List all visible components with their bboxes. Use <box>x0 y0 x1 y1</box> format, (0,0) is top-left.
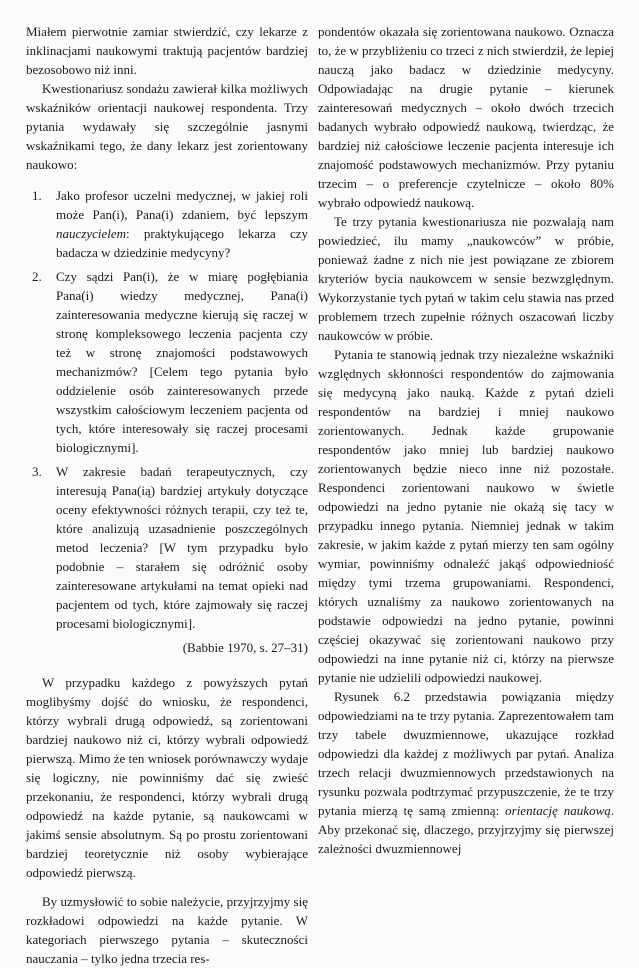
question-text: W zakresie badań terapeutycznych, czy interesują Pana(ią) bardziej artykuły dotyczące oceny efektywności różnych terapii, czy też te, które analizują uzasadnienie poszczególnych metod leczenia? [W tym przypadku było podobnie – starałem się odróżnić osoby zainteresowane artykułami na temat opieki nad pacjentem od tych, które zajmowały się raczej procesami biologicznymi]. <box>56 464 308 631</box>
question-item <box>26 186 308 262</box>
body-paragraph: Pytania te stanowią jednak trzy niezależne wskaźniki względnych skłonności respondentów do zajmowania się medycyną jako nauką. Każde z pytań dzieli respondentów na bardziej i mniej naukowo zorientowanych. Jednak każde grupowanie respondentów jako mniej lub bardziej naukowo zorientowanych będzie nieco inne niż pozostałe. Respondenci zorientowani naukowo w świetle odpowiedzi na jedno pytanie nie okażą się tacy w przypadku innego pytania. Niemniej jednak w takim zakresie, w jakim każde z pytań mierzy ten sam ogólny wymiar, powinniśmy odnaleźć jakąś odpowiedniość między tymi trzema grupowaniami. Respondenci, których uznaliśmy za naukowo zorientowanych na podstawie odpowiedzi na jedno pytanie, powinni częściej okazywać się zorientowani naukowo przy odpowiedzi na inne pytanie niż ci, którzy na pierwsze pytanie nie udzielili odpowiedzi naukowej. <box>318 347 614 685</box>
body-paragraph: W przypadku każdego z powyższych pytań moglibyśmy dojść do wniosku, że respondenci, którzy wybrali drugą odpowiedź, są zorientowani bardziej naukowo niż ci, którzy wybrali odpowiedź pierwszą. Mimo że ten wniosek porównawczy wydaje się logiczny, nie powinniśmy dać się zwieść przekonaniu, że respondenci, którzy wybrali drugą odpowiedź na każde pytanie, są naukowcami w jakimś sensie absolutnym. Są po prostu zorientowani bardziej teoretycznie niż osoby wybierające odpowiedź pierwszą. <box>26 675 308 880</box>
question-text-end: : praktykującego lekarza czy badacza w dziedzinie medycyny? <box>56 226 308 260</box>
question-number: 2. <box>32 269 42 284</box>
questionnaire-paragraph: Kwestionariusz sondażu zawierał kilka możliwych wskaźników orientacji naukowej respondenta. Trzy pytania wydawały się szczególnie jasnymi wskaźnikami tego, że dany lekarz jest zorientowany naukowo: <box>26 81 308 172</box>
left-column <box>26 22 308 968</box>
question-item <box>26 462 308 633</box>
question-list <box>26 186 308 633</box>
right-column <box>318 22 614 858</box>
question-text: Czy sądzi Pan(i), że w miarę pogłębiania Pana(i) wiedzy medycznej, Pana(i) zainteresowania medyczne kierują się raczej w stronę kompleksowego leczenia pacjenta czy też w stronę znajomości podstawowych mechanizmów? [Celem tego pytania było oddzielenie osób zainteresowanych przede wszystkim całościowym leczeniem pacjenta od tych, które interesowały się raczej procesami biologicznymi]. <box>56 269 308 455</box>
question-number: 1. <box>32 188 42 203</box>
question-item <box>26 267 308 457</box>
question-emphasis: nauczycielem <box>56 226 127 241</box>
body-paragraph: Te trzy pytania kwestionariusza nie pozwalają nam powiedzieć, ilu mamy „naukowców” w próbie, ponieważ żadne z nich nie jest powiązane ze zbiorem kryteriów bycia naukowcem w sensie bezwzględnym. Wykorzystanie tych pytań w takim celu stawia nas przed problemem trzech zupełnie różnych oszacowań liczby naukowców w próbie. <box>318 214 614 343</box>
question-text: Jako profesor uczelni medycznej, w jakiej roli może Pan(i), Pana(i) zdaniem, być lepszym <box>56 188 308 222</box>
body-paragraph: By uzmysłowić to sobie należycie, przyjrzyjmy się rozkładowi odpowiedzi na każde pytanie. W kategoriach pierwszego pytania – skuteczności nauczania – tylko jedna trzecia res- <box>26 894 308 966</box>
figure-ref-text-end: . Aby przekonać się, dlaczego, przyjrzyjmy się pierwszej zależności dwuzmiennowej <box>318 803 614 856</box>
question-number: 3. <box>32 464 42 479</box>
figure-ref-text: Rysunek 6.2 przedstawia powiązania między odpowiedziami na te trzy pytania. Zaprezentowałem tam trzy tabele dwuzmiennowe, ukazujące rozkład odpowiedzi dla każdej z możliwych par pytań. Analiza trzech relacji dwuzmiennowych przedstawionych na rysunku pozwala podtrzymać przypuszczenie, że te trzy pytania mierzą tę samą zmienną: <box>318 689 614 818</box>
body-paragraph <box>318 687 614 858</box>
intro-paragraph: Miałem pierwotnie zamiar stwierdzić, czy lekarze z inklinacjami naukowymi traktują pacjentów bardziej bezosobowo niż inni. <box>26 24 308 77</box>
citation: (Babbie 1970, s. 27–31) <box>182 640 308 655</box>
body-paragraph: pondentów okazała się zorientowana naukowo. Oznacza to, że w przybliżeniu co trzeci z nich stwierdził, że lepiej nauczą jako badacz w dziedzinie medycyny. Odpowiadając na drugie pytanie – kierunek zainteresowań medycznych – około dwóch trzecich badanych wybrało odpowiedź naukową, twierdząc, że bardziej niż całościowe leczenie pacjenta interesuje ich znajomość podstawowych mechanizmów. Przy pytaniu trzecim – o preferencje czytelnicze – około 80% wybrało odpowiedź naukową. <box>318 24 614 210</box>
emphasis-term: orientację naukową <box>505 803 611 818</box>
